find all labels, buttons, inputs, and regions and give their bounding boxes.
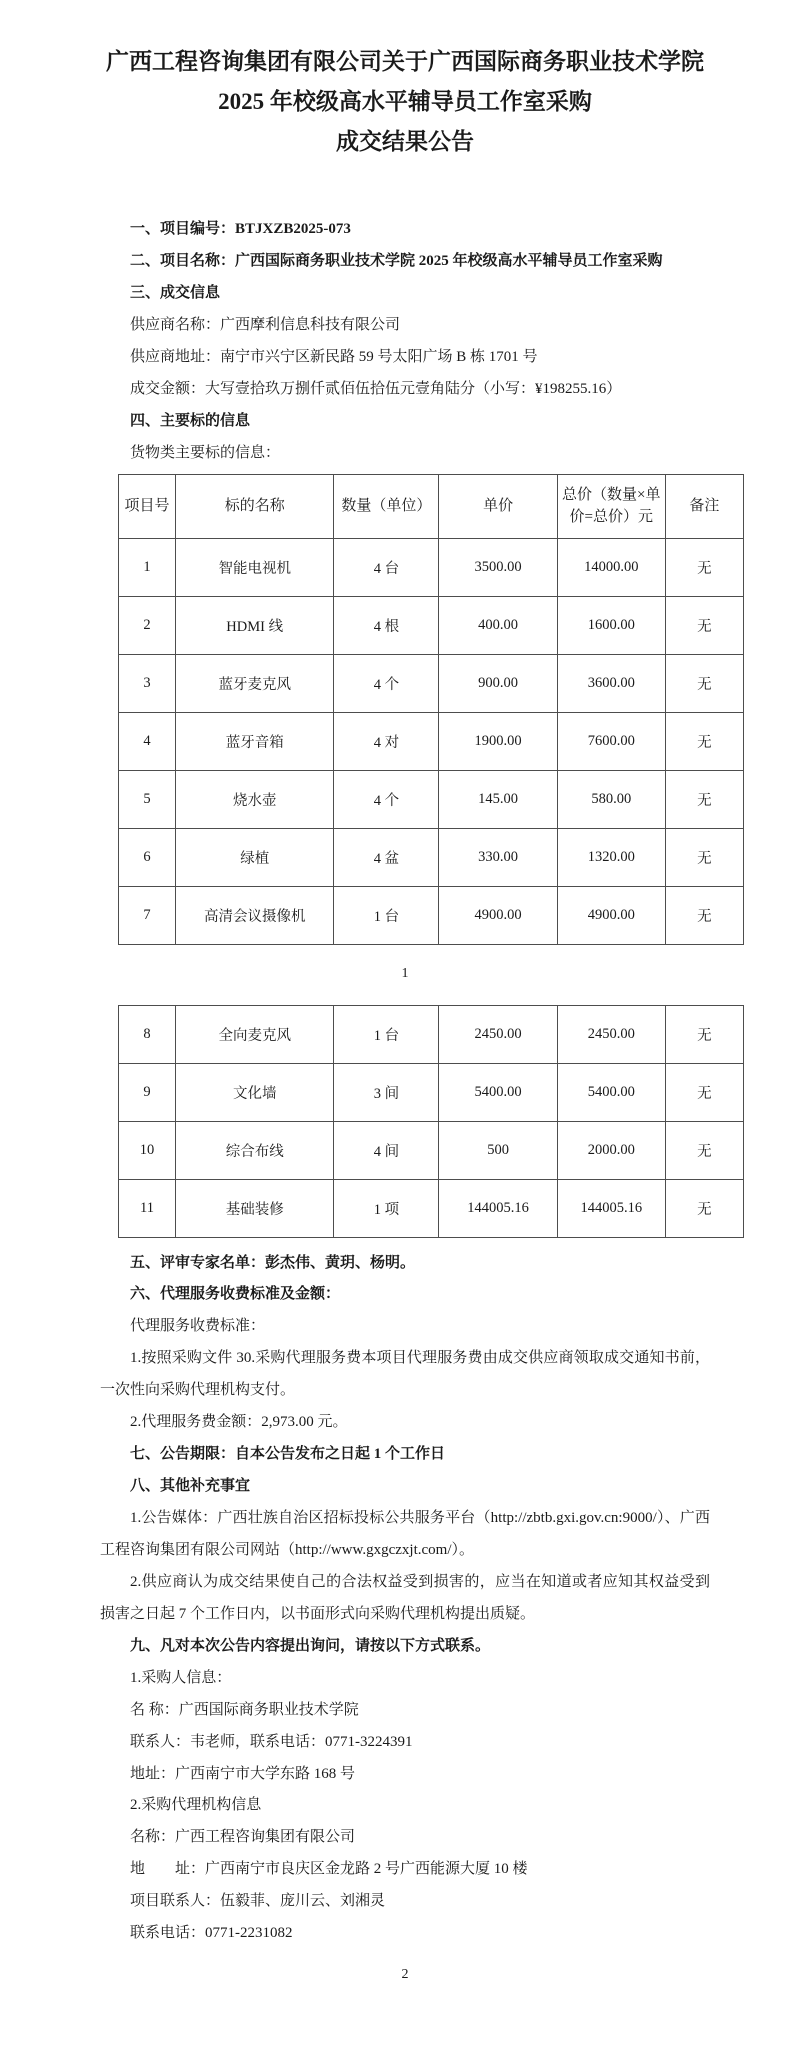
table-row — [119, 1179, 744, 1237]
section-contact: 九、凡对本次公告内容提出询问，请按以下方式联系。 — [130, 1637, 491, 1654]
supplier-name-line: 供应商名称：广西摩利信息科技有限公司 — [130, 316, 401, 333]
col-header-note: 备注 — [665, 474, 743, 538]
table-cell-name: 全向麦克风 — [176, 1005, 334, 1063]
other-matters-item-1: 1.公告媒体：广西壮族自治区招标投标公共服务平台（http://zbtb.gxi.gov.cn:9000/）、广西工程咨询集团有限公司网站（http://www.gxgczxjt.com/）。 — [100, 1510, 710, 1558]
table-cell-note: 无 — [665, 1005, 743, 1063]
section-other-matters: 八、其他补充事宜 — [130, 1478, 251, 1495]
table-cell-name: 智能电视机 — [176, 538, 334, 596]
table-row — [119, 596, 744, 654]
table-cell-item-no: 10 — [119, 1121, 176, 1179]
table-cell-qty: 4 间 — [334, 1121, 439, 1179]
table-cell-note: 无 — [665, 712, 743, 770]
table-cell-qty: 4 对 — [334, 712, 439, 770]
goods-table-page1 — [118, 474, 744, 945]
supplier-address-line: 供应商地址：南宁市兴宁区新民路 59 号太阳广场 B 栋 1701 号 — [130, 348, 538, 365]
agency-fee-standard-label: 代理服务收费标准： — [130, 1318, 266, 1335]
page-number-1: 1 — [401, 965, 409, 981]
table-cell-note: 无 — [665, 596, 743, 654]
col-header-name: 标的名称 — [176, 474, 334, 538]
section-announcement-period: 七、公告期限：自本公告发布之日起 1 个工作日 — [130, 1446, 446, 1463]
table-cell-total-price: 5400.00 — [557, 1063, 665, 1121]
table-cell-note: 无 — [665, 886, 743, 944]
other-matters-item-2: 2.供应商认为成交结果使自己的合法权益受到损害的，应当在知道或者应知其权益受到损害之日起 7 个工作日内，以书面形式向采购代理机构提出质疑。 — [100, 1573, 710, 1622]
agency-contacts-line: 项目联系人：伍毅菲、庞川云、刘湘灵 — [130, 1893, 386, 1910]
table-cell-item-no: 8 — [119, 1005, 176, 1063]
document-title — [100, 42, 710, 162]
goods-info-label: 货物类主要标的信息： — [130, 444, 281, 461]
agency-phone-line: 联系电话：0771-2231082 — [130, 1925, 293, 1942]
table-row — [119, 1063, 744, 1121]
table-cell-unit-price: 400.00 — [439, 596, 557, 654]
table-header-row — [119, 474, 744, 538]
purchaser-address-line: 地址：广西南宁市大学东路 168 号 — [130, 1765, 356, 1782]
table-cell-item-no: 5 — [119, 770, 176, 828]
table-cell-unit-price: 4900.00 — [439, 886, 557, 944]
table-cell-total-price: 1320.00 — [557, 828, 665, 886]
table-cell-qty: 1 台 — [334, 1005, 439, 1063]
table-cell-qty: 4 台 — [334, 538, 439, 596]
title-line-1: 广西工程咨询集团有限公司关于广西国际商务职业技术学院 — [106, 49, 704, 74]
table-cell-qty: 4 根 — [334, 596, 439, 654]
table-cell-qty: 4 盆 — [334, 828, 439, 886]
table-cell-name: 文化墙 — [176, 1063, 334, 1121]
section-main-subject: 四、主要标的信息 — [130, 412, 251, 429]
table-cell-name: 绿植 — [176, 828, 334, 886]
table-cell-item-no: 7 — [119, 886, 176, 944]
table-cell-qty: 4 个 — [334, 770, 439, 828]
goods-table-body-page2 — [119, 1005, 744, 1237]
table-cell-unit-price: 900.00 — [439, 654, 557, 712]
col-header-qty: 数量（单位） — [334, 474, 439, 538]
table-row — [119, 828, 744, 886]
table-cell-unit-price: 2450.00 — [439, 1005, 557, 1063]
table-row — [119, 886, 744, 944]
table-cell-total-price: 144005.16 — [557, 1179, 665, 1237]
table-cell-unit-price: 330.00 — [439, 828, 557, 886]
table-cell-name: HDMI 线 — [176, 596, 334, 654]
table-row — [119, 1005, 744, 1063]
goods-table-page2 — [118, 1005, 744, 1238]
table-cell-note: 无 — [665, 828, 743, 886]
table-row — [119, 1121, 744, 1179]
table-cell-name: 高清会议摄像机 — [176, 886, 334, 944]
col-header-item-no: 项目号 — [119, 474, 176, 538]
title-line-3: 成交结果公告 — [336, 129, 474, 154]
table-cell-total-price: 2000.00 — [557, 1121, 665, 1179]
table-cell-total-price: 2450.00 — [557, 1005, 665, 1063]
table-cell-note: 无 — [665, 1063, 743, 1121]
table-cell-unit-price: 145.00 — [439, 770, 557, 828]
agency-name-line: 名称：广西工程咨询集团有限公司 — [130, 1829, 356, 1846]
goods-table-body-page1 — [119, 538, 744, 944]
page-number-2: 2 — [401, 1967, 409, 1983]
table-cell-item-no: 1 — [119, 538, 176, 596]
agency-fee-item-1: 1.按照采购文件 30.采购代理服务费本项目代理服务费由成交供应商领取成交通知书前，一次性向采购代理机构支付。 — [100, 1350, 710, 1399]
table-cell-total-price: 7600.00 — [557, 712, 665, 770]
purchaser-contact-line: 联系人：韦老师，联系电话：0771-3224391 — [130, 1733, 413, 1750]
purchaser-info-heading: 1.采购人信息： — [130, 1669, 232, 1686]
agency-info-heading: 2.采购代理机构信息 — [130, 1797, 262, 1814]
goods-table-header — [119, 474, 744, 538]
table-cell-total-price: 4900.00 — [557, 886, 665, 944]
table-cell-name: 烧水壶 — [176, 770, 334, 828]
table-cell-name: 蓝牙麦克风 — [176, 654, 334, 712]
section-project-name: 二、项目名称：广西国际商务职业技术学院 2025 年校级高水平辅导员工作室采购 — [130, 252, 663, 269]
table-cell-item-no: 4 — [119, 712, 176, 770]
table-row — [119, 538, 744, 596]
table-cell-qty: 3 间 — [334, 1063, 439, 1121]
table-cell-note: 无 — [665, 654, 743, 712]
table-cell-note: 无 — [665, 1179, 743, 1237]
title-line-2: 2025 年校级高水平辅导员工作室采购 — [218, 89, 592, 114]
col-header-total-price: 总价（数量×单价=总价）元 — [557, 474, 665, 538]
table-cell-total-price: 580.00 — [557, 770, 665, 828]
col-header-unit-price: 单价 — [439, 474, 557, 538]
award-amount-line: 成交金额：大写壹拾玖万捌仟贰佰伍拾伍元壹角陆分（小写：¥198255.16） — [130, 380, 622, 397]
section-project-number: 一、项目编号：BTJXZB2025-073 — [130, 221, 351, 237]
agency-address-line: 地 址：广西南宁市良庆区金龙路 2 号广西能源大厦 10 楼 — [130, 1861, 528, 1878]
table-cell-name: 蓝牙音箱 — [176, 712, 334, 770]
table-cell-qty: 1 项 — [334, 1179, 439, 1237]
table-cell-unit-price: 5400.00 — [439, 1063, 557, 1121]
table-cell-name: 综合布线 — [176, 1121, 334, 1179]
table-cell-qty: 4 个 — [334, 654, 439, 712]
table-cell-total-price: 3600.00 — [557, 654, 665, 712]
table-cell-total-price: 1600.00 — [557, 596, 665, 654]
table-row — [119, 654, 744, 712]
table-cell-qty: 1 台 — [334, 886, 439, 944]
document-body — [100, 214, 720, 1983]
table-cell-item-no: 3 — [119, 654, 176, 712]
table-cell-item-no: 2 — [119, 596, 176, 654]
table-cell-unit-price: 1900.00 — [439, 712, 557, 770]
section-award-info: 三、成交信息 — [130, 284, 221, 301]
table-cell-unit-price: 500 — [439, 1121, 557, 1179]
table-row — [119, 770, 744, 828]
agency-fee-item-2: 2.代理服务费金额：2,973.00 元。 — [130, 1414, 348, 1431]
table-cell-name: 基础装修 — [176, 1179, 334, 1237]
table-cell-item-no: 9 — [119, 1063, 176, 1121]
table-cell-unit-price: 3500.00 — [439, 538, 557, 596]
table-row — [119, 712, 744, 770]
table-cell-note: 无 — [665, 538, 743, 596]
section-agency-fee: 六、代理服务收费标准及金额： — [130, 1286, 341, 1303]
table-cell-note: 无 — [665, 1121, 743, 1179]
section-experts: 五、评审专家名单：彭杰伟、黄玥、杨明。 — [130, 1254, 416, 1271]
table-cell-total-price: 14000.00 — [557, 538, 665, 596]
purchaser-name-line: 名 称：广西国际商务职业技术学院 — [130, 1701, 359, 1718]
table-cell-note: 无 — [665, 770, 743, 828]
table-cell-item-no: 11 — [119, 1179, 176, 1237]
table-cell-item-no: 6 — [119, 828, 176, 886]
table-cell-unit-price: 144005.16 — [439, 1179, 557, 1237]
